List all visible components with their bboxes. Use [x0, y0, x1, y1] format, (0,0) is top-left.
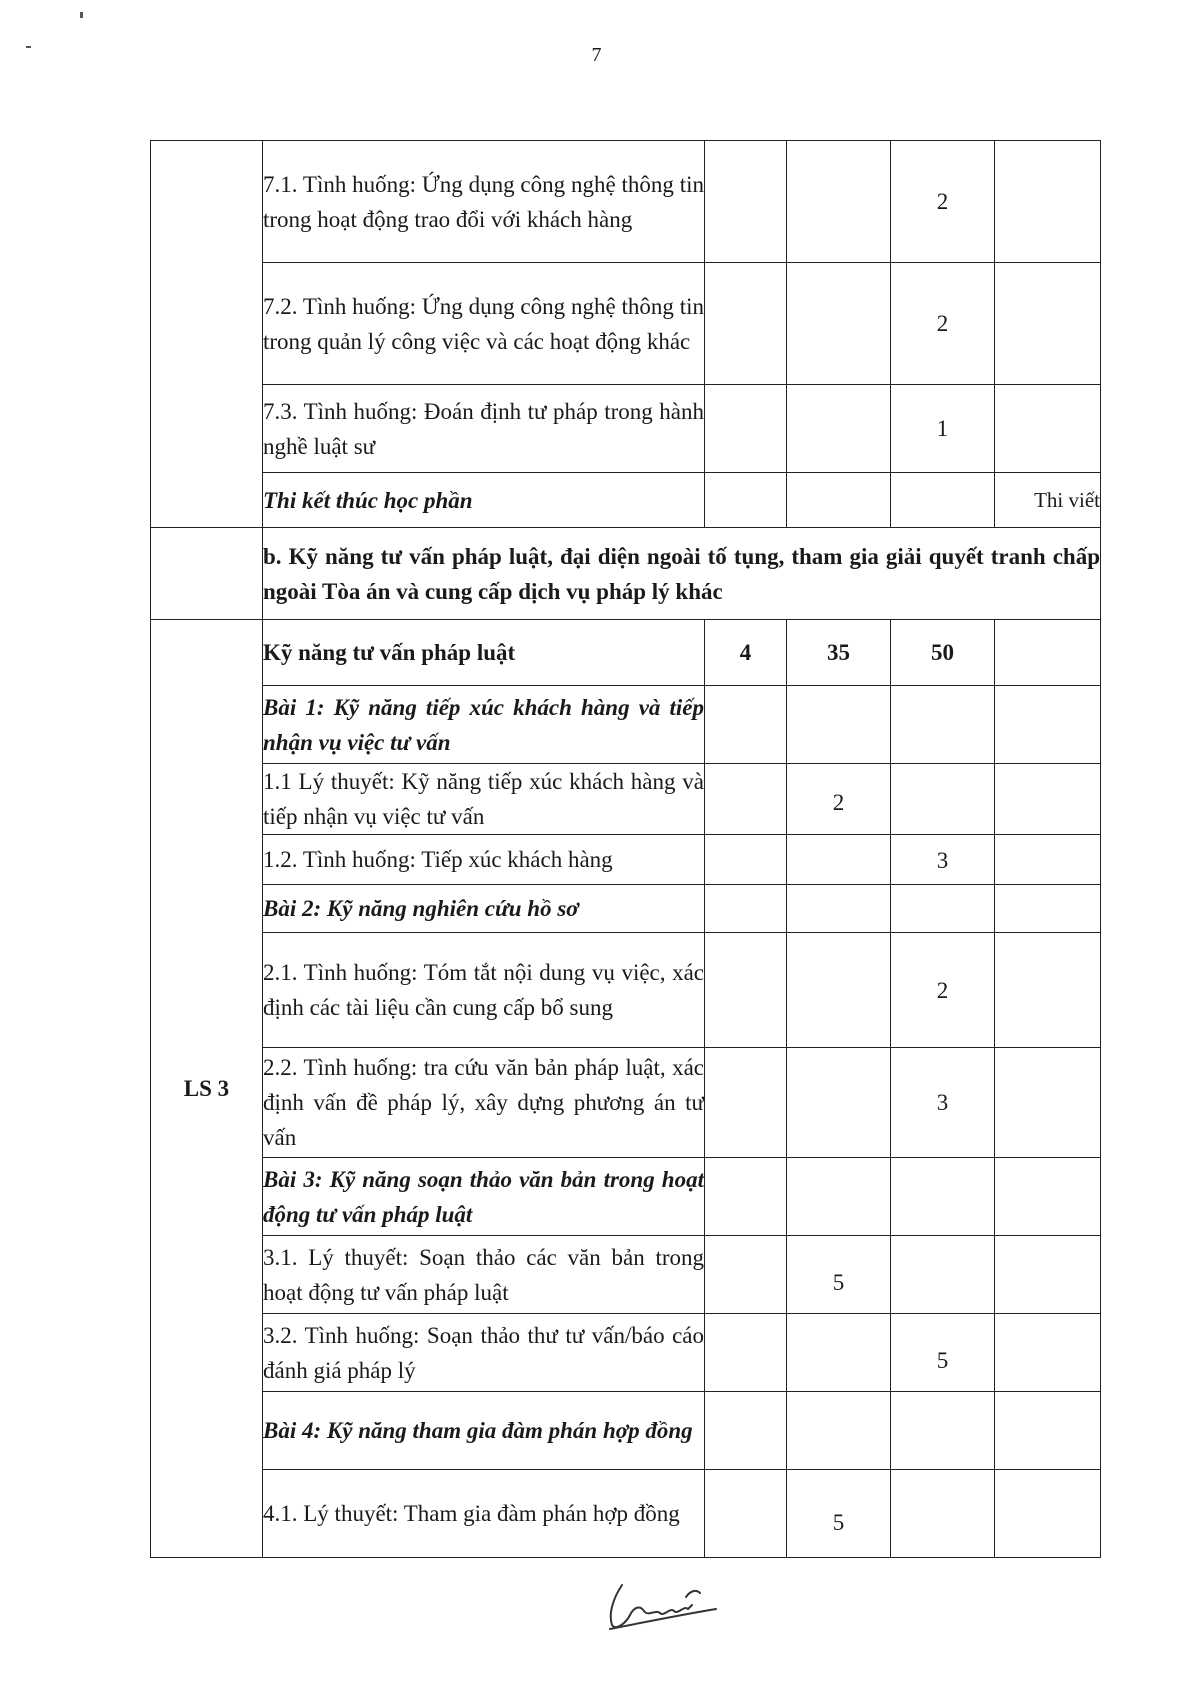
theory-cell	[787, 835, 891, 885]
section-row	[151, 528, 1101, 620]
exam-cell	[995, 933, 1101, 1048]
row-name: 7.3. Tình huống: Đoán định tư pháp trong hành nghề luật sư	[263, 385, 705, 473]
table-row	[151, 473, 1101, 528]
theory-cell	[787, 933, 891, 1048]
practice-cell	[891, 686, 995, 764]
theory-cell	[787, 686, 891, 764]
credits-cell	[705, 385, 787, 473]
exam-cell	[995, 885, 1101, 933]
theory-cell	[787, 263, 891, 385]
lesson-title: Bài 3: Kỹ năng soạn thảo văn bản trong hoạt động tư vấn pháp luật	[263, 1158, 705, 1236]
table-row	[151, 1236, 1101, 1314]
practice-cell: 50	[891, 620, 995, 686]
table-row	[151, 933, 1101, 1048]
module-row	[151, 620, 1101, 686]
final-exam-label: Thi kết thúc học phần	[263, 473, 705, 528]
table-row	[151, 141, 1101, 263]
credits-cell	[705, 1470, 787, 1558]
lesson-row	[151, 686, 1101, 764]
page-number: 7	[591, 44, 602, 66]
credits-cell	[705, 473, 787, 528]
credits-cell	[705, 686, 787, 764]
credits-cell	[705, 1392, 787, 1470]
exam-cell	[995, 1392, 1101, 1470]
lesson-title: Bài 4: Kỹ năng tham gia đàm phán hợp đồng	[263, 1392, 705, 1470]
row-name: 2.2. Tình huống: tra cứu văn bản pháp luật, xác định vấn đề pháp lý, xây dựng phương án tư vấn	[263, 1048, 705, 1158]
row-name: 3.1. Lý thuyết: Soạn thảo các văn bản trong hoạt động tư vấn pháp luật	[263, 1236, 705, 1314]
table-row	[151, 385, 1101, 473]
exam-cell	[995, 1236, 1101, 1314]
row-name: 7.1. Tình huống: Ứng dụng công nghệ thông tin trong hoạt động trao đổi với khách hàng	[263, 141, 705, 263]
lesson-row	[151, 1158, 1101, 1236]
lesson-title: Bài 2: Kỹ năng nghiên cứu hồ sơ	[263, 885, 705, 933]
row-name: 1.1 Lý thuyết: Kỹ năng tiếp xúc khách hàng và tiếp nhận vụ việc tư vấn	[263, 764, 705, 835]
exam-cell	[995, 141, 1101, 263]
exam-cell	[995, 686, 1101, 764]
row-name: 2.1. Tình huống: Tóm tắt nội dung vụ việc, xác định các tài liệu cần cung cấp bổ sung	[263, 933, 705, 1048]
practice-cell: 2	[891, 141, 995, 263]
module-code-cell-empty	[151, 528, 263, 620]
theory-cell	[787, 1314, 891, 1392]
scan-speck	[80, 12, 83, 18]
theory-cell: 2	[787, 764, 891, 835]
credits-cell	[705, 764, 787, 835]
module-code: LS 3	[151, 620, 263, 1558]
credits-cell	[705, 1236, 787, 1314]
theory-cell	[787, 473, 891, 528]
exam-cell	[995, 263, 1101, 385]
practice-cell	[891, 473, 995, 528]
module-name: Kỹ năng tư vấn pháp luật	[263, 620, 705, 686]
credits-cell	[705, 263, 787, 385]
exam-cell	[995, 385, 1101, 473]
exam-cell	[995, 835, 1101, 885]
lesson-row	[151, 1392, 1101, 1470]
credits-cell	[705, 1314, 787, 1392]
practice-cell: 3	[891, 835, 995, 885]
theory-cell	[787, 385, 891, 473]
credits-cell	[705, 1048, 787, 1158]
section-title: b. Kỹ năng tư vấn pháp luật, đại diện ngoài tố tụng, tham gia giải quyết tranh chấp ngoài Tòa án và cung cấp dịch vụ pháp lý khác	[263, 528, 1101, 620]
theory-cell	[787, 141, 891, 263]
row-name: 7.2. Tình huống: Ứng dụng công nghệ thông tin trong quản lý công việc và các hoạt động khác	[263, 263, 705, 385]
table-row	[151, 1314, 1101, 1392]
exam-cell	[995, 1158, 1101, 1236]
table-row	[151, 835, 1101, 885]
row-name: 3.2. Tình huống: Soạn thảo thư tư vấn/báo cáo đánh giá pháp lý	[263, 1314, 705, 1392]
lesson-row	[151, 885, 1101, 933]
practice-cell	[891, 1158, 995, 1236]
table-row	[151, 764, 1101, 835]
table-row	[151, 263, 1101, 385]
row-name: 4.1. Lý thuyết: Tham gia đàm phán hợp đồng	[263, 1470, 705, 1558]
practice-cell: 2	[891, 263, 995, 385]
credits-cell	[705, 885, 787, 933]
practice-cell: 3	[891, 1048, 995, 1158]
credits-cell	[705, 141, 787, 263]
module-code-cell-empty	[151, 141, 263, 528]
practice-cell	[891, 1470, 995, 1558]
theory-cell	[787, 885, 891, 933]
credits-cell	[705, 1158, 787, 1236]
practice-cell	[891, 764, 995, 835]
exam-cell	[995, 1314, 1101, 1392]
credits-cell	[705, 933, 787, 1048]
row-name: 1.2. Tình huống: Tiếp xúc khách hàng	[263, 835, 705, 885]
credits-cell	[705, 835, 787, 885]
theory-cell: 35	[787, 620, 891, 686]
credits-cell: 4	[705, 620, 787, 686]
curriculum-table	[150, 140, 1101, 1558]
exam-type: Thi viết	[995, 473, 1101, 528]
exam-cell	[995, 1470, 1101, 1558]
theory-cell: 5	[787, 1236, 891, 1314]
exam-cell	[995, 1048, 1101, 1158]
theory-cell	[787, 1048, 891, 1158]
practice-cell	[891, 885, 995, 933]
theory-cell: 5	[787, 1470, 891, 1558]
table-row	[151, 1470, 1101, 1558]
practice-cell: 1	[891, 385, 995, 473]
signature-mark	[600, 1575, 720, 1635]
exam-cell	[995, 620, 1101, 686]
practice-cell: 2	[891, 933, 995, 1048]
theory-cell	[787, 1392, 891, 1470]
exam-cell	[995, 764, 1101, 835]
practice-cell	[891, 1236, 995, 1314]
theory-cell	[787, 1158, 891, 1236]
practice-cell: 5	[891, 1314, 995, 1392]
practice-cell	[891, 1392, 995, 1470]
table-row	[151, 1048, 1101, 1158]
lesson-title: Bài 1: Kỹ năng tiếp xúc khách hàng và tiếp nhận vụ việc tư vấn	[263, 686, 705, 764]
